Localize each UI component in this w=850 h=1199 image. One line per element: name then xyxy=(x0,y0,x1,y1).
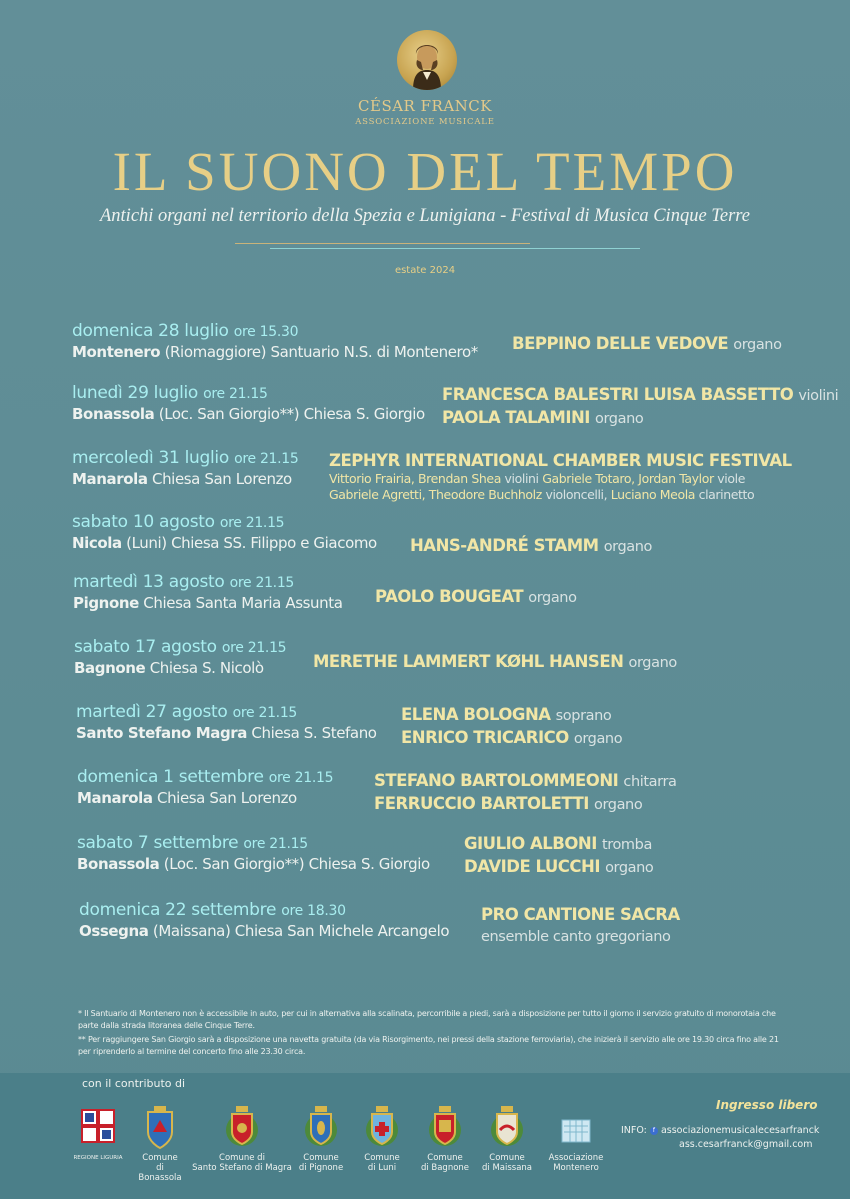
event-performers xyxy=(512,333,782,356)
event-town: Montenero xyxy=(72,343,161,361)
event-time: ore 21.15 xyxy=(203,386,268,402)
event-time: ore 15.30 xyxy=(233,324,299,340)
performer-name: BEPPINO DELLE VEDOVE xyxy=(512,334,729,353)
performer-name: ZEPHYR INTERNATIONAL CHAMBER MUSIC FESTIVAL xyxy=(329,451,792,470)
event-performers xyxy=(313,651,677,674)
event-date-venue xyxy=(77,833,430,873)
performer-name: MERETHE LAMMERT KØHL HANSEN xyxy=(313,652,624,671)
event-date-venue xyxy=(72,383,425,423)
performer-role: organo xyxy=(595,411,644,427)
facebook-handle[interactable]: associazionemusicalecesarfranck xyxy=(660,1125,820,1136)
event-time: ore 18.30 xyxy=(281,903,346,919)
event-town: Pignone xyxy=(73,594,139,612)
footnote: * Il Santuario di Montenero non è accessibile in auto, per cui in alternativa alla scalinata, percorribile a piedi, sarà a disposizione per tutto il giorno il servizio gratuito di monorotaia che parte dalla strada litoranea delle Cinque Terre. xyxy=(78,1009,776,1030)
event-venue: (Riomaggiore) Santuario N.S. di Montenero* xyxy=(160,343,478,361)
performer-role: tromba xyxy=(601,837,652,853)
event-performers xyxy=(464,833,653,879)
sponsor-label: Associazione Montenero xyxy=(548,1153,604,1173)
sponsor-label: Comune di Bagnone xyxy=(420,1153,470,1173)
performer-name: PRO CANTIONE SACRA xyxy=(481,905,680,924)
sponsor-label: REGIONE LIGURIA xyxy=(73,1155,123,1161)
event-venue: (Loc. San Giorgio**) Chiesa S. Giorgio xyxy=(154,405,425,423)
performer-role: organo xyxy=(528,590,577,606)
performer-name: HANS-ANDRÉ STAMM xyxy=(410,536,599,555)
event-venue: Chiesa San Lorenzo xyxy=(147,470,292,488)
performer-name: PAOLA TALAMINI xyxy=(442,408,590,427)
event-date-venue xyxy=(79,900,449,940)
event-date: domenica 22 settembre xyxy=(79,900,277,920)
contact-email[interactable]: ass.cesarfranck@gmail.com xyxy=(679,1139,813,1150)
performer-role: organo xyxy=(603,539,653,555)
event-venue: Chiesa San Lorenzo xyxy=(152,789,297,807)
performer-role: organo xyxy=(573,731,623,747)
performer-role: organo xyxy=(628,655,677,671)
event-venue: Chiesa Santa Maria Assunta xyxy=(138,594,343,612)
event-town: Nicola xyxy=(72,534,122,552)
event-town: Bagnone xyxy=(74,659,146,677)
regione-liguria-flag-icon xyxy=(80,1106,116,1150)
org-subtitle: ASSOCIAZIONE MUSICALE xyxy=(355,117,495,127)
event-venue: Chiesa S. Nicolò xyxy=(145,659,264,677)
event-town: Manarola xyxy=(77,789,153,807)
event-performers xyxy=(329,450,792,503)
event-performers xyxy=(374,770,677,816)
sponsor-label: Comune di Pignone xyxy=(298,1153,344,1173)
performer-name: GIULIO ALBONI xyxy=(464,834,597,853)
performer-name: FERRUCCIO BARTOLETTI xyxy=(374,794,589,813)
event-town: Manarola xyxy=(72,470,148,488)
event-date: domenica 28 luglio xyxy=(72,321,229,341)
crest-icon xyxy=(489,1106,525,1150)
event-town: Santo Stefano Magra xyxy=(76,724,248,742)
event-performers xyxy=(481,904,680,948)
event-date: martedì 27 agosto xyxy=(76,702,228,722)
event-date: domenica 1 settembre xyxy=(77,767,264,787)
contribution-label: con il contributo di xyxy=(82,1077,186,1090)
crest-icon xyxy=(364,1106,400,1150)
footnote: ** Per raggiungere San Giorgio sarà a disposizione una navetta gratuita (da via Risorgimento, nei pressi della stazione ferroviaria), che inizierà il servizio alle ore 19.30 circa fino alle 21 per riprenderlo al termine del concerto fino alle 23.30 circa. xyxy=(78,1035,779,1056)
event-venue: Chiesa S. Stefano xyxy=(247,724,377,742)
contact-info xyxy=(621,1124,819,1152)
sponsor-logo xyxy=(479,1106,535,1173)
sponsor-logo xyxy=(135,1106,185,1183)
sponsor-logo xyxy=(417,1106,473,1173)
event-date: sabato 17 agosto xyxy=(74,637,217,657)
crest-icon xyxy=(303,1106,339,1150)
crest-icon xyxy=(142,1106,178,1150)
season-label: estate 2024 xyxy=(394,265,456,276)
event-date-venue xyxy=(72,448,299,488)
cesar-franck-portrait-medallion xyxy=(397,30,457,90)
event-performers xyxy=(410,535,652,558)
event-town: Bonassola xyxy=(77,855,160,873)
sponsor-label: Comune di Santo Stefano di Magra xyxy=(192,1153,292,1173)
free-entry-label: Ingresso libero xyxy=(716,1098,818,1112)
event-time: ore 21.15 xyxy=(268,770,334,786)
event-date-venue xyxy=(72,321,478,361)
footnotes xyxy=(78,1008,788,1057)
performer-name: FRANCESCA BALESTRI LUISA BASSETTO xyxy=(442,385,794,404)
event-performers xyxy=(401,704,622,750)
association-logo-icon xyxy=(558,1106,594,1150)
sponsor-logo xyxy=(355,1106,409,1173)
event-time: ore 21.15 xyxy=(232,705,298,721)
event-date: lunedì 29 luglio xyxy=(72,383,199,403)
performer-name: ELENA BOLOGNA xyxy=(401,705,551,724)
event-time: ore 21.15 xyxy=(234,451,299,467)
festival-title: IL SUONO DEL TEMPO xyxy=(112,141,738,202)
event-date: sabato 7 settembre xyxy=(77,833,239,853)
org-name: CÉSAR FRANCK xyxy=(358,97,492,115)
event-performers xyxy=(375,586,577,609)
event-time: ore 21.15 xyxy=(219,515,285,531)
sponsor-logo xyxy=(545,1106,607,1173)
performer-name: DAVIDE LUCCHI xyxy=(464,857,600,876)
event-town: Bonassola xyxy=(72,405,155,423)
event-date: mercoledì 31 luglio xyxy=(72,448,229,468)
event-date: martedì 13 agosto xyxy=(73,572,225,592)
event-date-venue xyxy=(76,702,377,742)
sponsor-logo xyxy=(70,1106,126,1163)
sponsor-logo xyxy=(192,1106,292,1173)
performer-role: soprano xyxy=(555,708,612,724)
event-venue: (Maissana) Chiesa San Michele Arcangelo xyxy=(148,922,450,940)
facebook-icon: f xyxy=(650,1127,658,1135)
performer-role: organo xyxy=(593,797,643,813)
performer-detail-line: Gabriele Agretti, Theodore Buchholz violoncelli, Luciano Meola clarinetto xyxy=(329,487,755,502)
sponsor-logo xyxy=(293,1106,349,1173)
performer-detail-line: Vittorio Frairia, Brendan Shea violini Gabriele Totaro, Jordan Taylor viole xyxy=(329,471,745,486)
event-date-venue xyxy=(74,637,286,677)
event-time: ore 21.15 xyxy=(243,836,308,852)
event-date: sabato 10 agosto xyxy=(72,512,215,532)
sponsor-label: Comune di Maissana xyxy=(481,1153,533,1173)
sponsor-label: Comune di Luni xyxy=(364,1153,400,1173)
sponsor-label: Comune di Bonassola xyxy=(138,1153,182,1183)
event-performers xyxy=(442,384,838,430)
performer-role: organo xyxy=(733,337,782,353)
event-venue: (Loc. San Giorgio**) Chiesa S. Giorgio xyxy=(159,855,430,873)
crest-icon xyxy=(224,1106,260,1150)
info-label: INFO: xyxy=(621,1125,647,1136)
performer-role: violini xyxy=(798,388,839,404)
event-date-venue xyxy=(72,512,377,552)
ensemble-description: ensemble canto gregoriano xyxy=(481,929,671,945)
event-time: ore 21.15 xyxy=(221,640,287,656)
performer-name: STEFANO BARTOLOMMEONI xyxy=(374,771,619,790)
divider-gold xyxy=(235,243,530,244)
event-town: Ossegna xyxy=(79,922,149,940)
event-time: ore 21.15 xyxy=(229,575,295,591)
performer-name: ENRICO TRICARICO xyxy=(401,728,569,747)
event-date-venue xyxy=(77,767,333,807)
festival-subtitle: Antichi organi nel territorio della Spezia e Lunigiana - Festival di Musica Cinque Terre xyxy=(99,206,751,226)
performer-role: chitarra xyxy=(623,774,677,790)
performer-role: organo xyxy=(605,860,654,876)
event-venue: (Luni) Chiesa SS. Filippo e Giacomo xyxy=(121,534,377,552)
divider-teal xyxy=(270,248,640,249)
crest-icon xyxy=(427,1106,463,1150)
event-date-venue xyxy=(73,572,343,612)
performer-name: PAOLO BOUGEAT xyxy=(375,587,524,606)
